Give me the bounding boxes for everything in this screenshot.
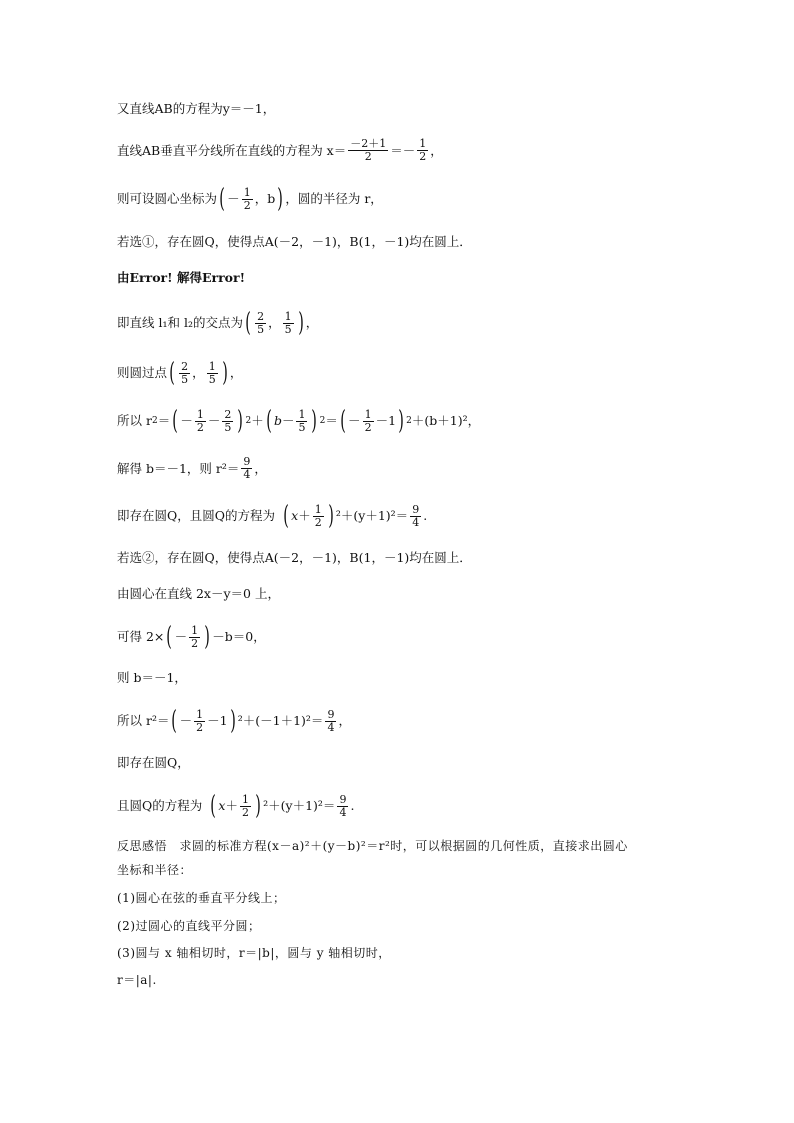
text-line-exists-circle: 即存在圆Q， <box>117 755 190 770</box>
fraction: $\frac{9}{4}$ <box>243 455 251 481</box>
note-point-2: (2)过圆心的直线平分圆； <box>117 919 261 933</box>
note-point-3-cont: r＝|a|. <box>117 973 157 987</box>
text-line-circle-equation-1: 即存在圆Q，且圆Q的方程为 ( x ＋ $\frac{1}{2}$ ) ²＋(y＋1)²＝ $\frac{9}{4}$ . <box>117 501 428 531</box>
note-point-1: (1)圆心在弦的垂直平分线上； <box>117 891 286 905</box>
text-line-b-value: 则 b＝－1， <box>117 670 187 685</box>
text-line-solve-b: 解得 b＝－1，则 r²＝ $\frac{9}{4}$ ， <box>117 455 267 481</box>
fraction: $\frac{1}{2}$ <box>243 185 251 212</box>
text-line-substitute: 可得 2× ( － $\frac{1}{2}$ ) －b＝0， <box>117 622 266 652</box>
text-line-error: 由Error! 解得Error! <box>117 270 246 285</box>
text-line-intersection: 即直线 l₁和 l₂的交点为 ( $\frac{2}{5}$ ， $\frac{1}{5}$ ) ， <box>117 308 319 338</box>
text-line-option-2: 若选②，存在圆Q，使得点A(－2，－1)，B(1，－1)均在圆上． <box>117 550 472 565</box>
fraction: $\frac{1}{2}$ <box>419 137 427 163</box>
fraction: $\frac{1}{5}$ <box>284 309 292 336</box>
note-reflection: 反思感悟 求圆的标准方程(x－a)²＋(y－b)²＝r²时，可以根据圆的几何性质，直接求出圆心 <box>117 839 628 853</box>
text-line-center-on-line: 由圆心在直线 2x－y＝0 上， <box>117 586 280 601</box>
fraction: $\frac{2}{5}$ <box>257 309 265 336</box>
text-line-option-1: 若选①，存在圆Q，使得点A(－2，－1)，B(1，－1)均在圆上． <box>117 234 472 249</box>
text-line-ab-equation: 又直线AB的方程为y＝－1， <box>117 101 276 116</box>
fraction: $\frac{-2+1}{2}$ <box>350 137 387 163</box>
text-line-radius-equation: 所以 r 2 ＝ ( － $\frac{1}{2}$ － $\frac{2}{5}$ ) 2 ＋ ( b － $\frac{1}{5}$ ) 2 ＝ ( － $\frac{1}{2}$ －1 ) 2 ＋(b＋1)²， <box>117 406 481 436</box>
text-line-center-coordinates: 则可设圆心坐标为 ( － $\frac{1}{2}$ ，b ) ，圆的半径为 r， <box>117 184 383 214</box>
text-line-circle-equation-2: 且圆Q的方程为 ( x ＋ $\frac{1}{2}$ ) ²＋(y＋1)²＝ $\frac{9}{4}$ . <box>117 791 355 821</box>
text-line-radius-2: 所以 r²＝ ( － $\frac{1}{2}$ －1 ) ²＋(－1＋1)²＝ $\frac{9}{4}$ ， <box>117 706 351 736</box>
note-line-2: 坐标和半径： <box>117 863 193 877</box>
note-point-3: (3)圆与 x 轴相切时，r＝|b|，圆与 y 轴相切时， <box>117 946 391 960</box>
text-line-perpendicular-bisector: 直线AB垂直平分线所在直线的方程为 x＝ $\frac{-2+1}{2}$ ＝－ $\frac{1}{2}$ ， <box>117 137 443 163</box>
text-line-circle-through-point: 则圆过点 ( $\frac{2}{5}$ ， $\frac{1}{5}$ ) ， <box>117 358 243 388</box>
